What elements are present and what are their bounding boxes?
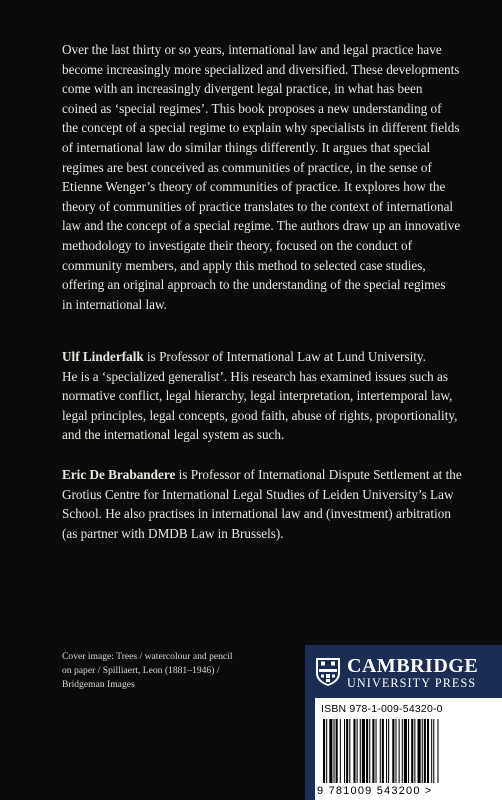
barcode-digits: 9 781009 543200 >: [317, 785, 433, 797]
author-bio-text-2: is Professor of International Dispute Settlement at the Grotius Centre for International Legal Studies of Leiden University’s Law School. He also practises in international law and (investment) arbitration (as partner with DMDB Law in Brussels).: [62, 467, 462, 541]
isbn-label: ISBN 978-1-009-54320-0: [321, 703, 443, 715]
cover-image-credit: Cover image: Trees / watercolour and pencil on paper / Spilliaert, Leon (1881–1946) / Bridgeman Images: [62, 651, 233, 691]
publisher-panel: [305, 645, 502, 800]
barcode-bars: [321, 719, 496, 783]
author-name-2: Eric De Brabandere: [62, 467, 176, 482]
author-bio-1: [62, 347, 472, 445]
author-bio-2: [62, 465, 472, 543]
publisher-logo: [315, 653, 495, 693]
author-name-1: Ulf Linderfalk: [62, 349, 144, 364]
cambridge-crest-icon: [315, 657, 341, 687]
author-bio-text-1: is Professor of International Law at Lund University. He is a ‘specialized generalist’. His research has examined issues such as normative conflict, legal hierarchy, legal interpretation, intertemporal law, legal principles, legal concepts, good faith, abuse of rights, proportionality, and the international legal system as such.: [62, 349, 458, 443]
publisher-name: CAMBRIDGE: [347, 655, 479, 677]
publisher-subtitle: UNIVERSITY PRESS: [347, 676, 477, 690]
book-description: Over the last thirty or so years, international law and legal practice have become increasingly more specialized and diversified. These developments come with an increasingly divergent legal practice, in what has been coined as ‘special regimes’. This book proposes a new understanding of the concept of a special regime to explain why specialists in different fields of international law do similar things differently. It argues that special regimes are best conceived as communities of practice, in the sense of Etienne Wenger’s theory of communities of practice. It explores how the theory of communities of practice translates to the context of international law and the concept of a special regime. The authors draw up an innovative methodology to investigate their theory, focused on the conduct of community members, and apply this method to selected case studies, offering an original approach to the understanding of the special regimes in international law.: [62, 42, 461, 312]
barcode: [315, 698, 502, 800]
